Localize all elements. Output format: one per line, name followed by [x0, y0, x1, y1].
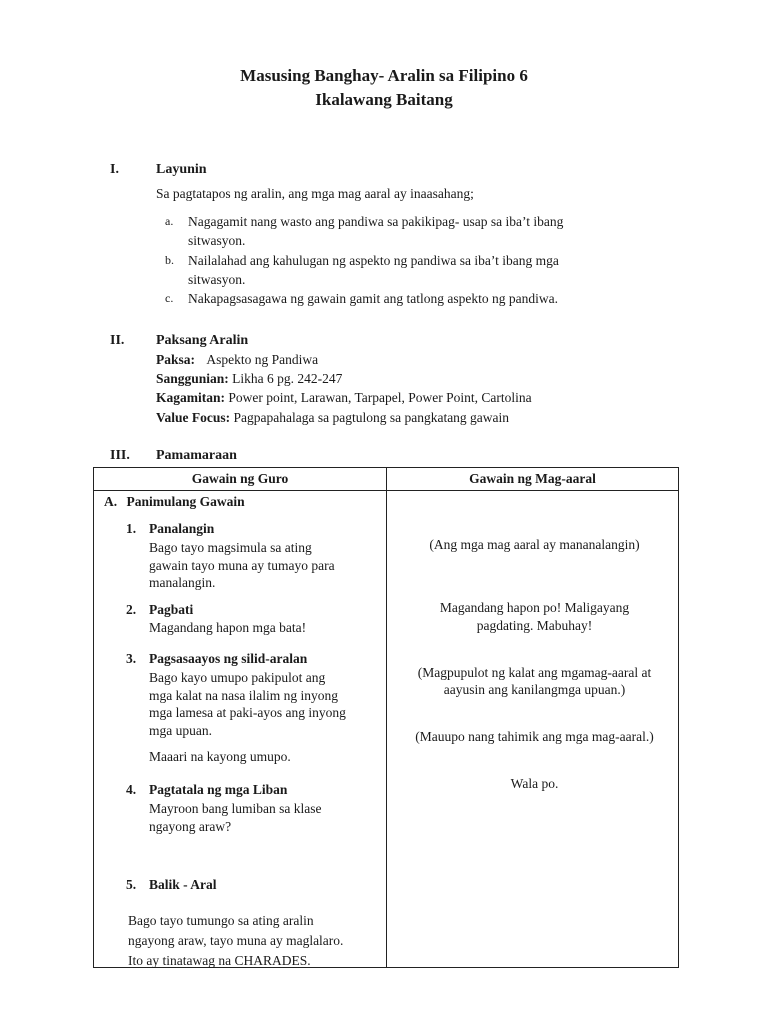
step-2-line: Magandang hapon mga bata!: [149, 620, 307, 635]
step-2-number: 2.: [126, 602, 137, 617]
objective-b-line1: Nailalahad ang kahulugan ng aspekto ng pandiwa sa iba’t ibang mga: [188, 253, 559, 268]
step-1-line: manalangin.: [149, 575, 216, 590]
objective-b-line2: sitwasyon.: [188, 272, 246, 287]
response-2-line: pagdating. Mabuhay!: [476, 618, 593, 633]
objective-c-marker: c.: [165, 291, 174, 305]
objective-a-line1: Nagagamit nang wasto ang pandiwa sa pakikipag- usap sa iba’t ibang: [188, 214, 564, 229]
part-a-heading: [104, 494, 245, 510]
response-3-line: aayusin ang kanilangmga upuan.): [443, 682, 626, 697]
objective-a-line2: sitwasyon.: [188, 233, 246, 248]
part-a-title: Panimulang Gawain: [126, 494, 245, 509]
objective-b: [188, 251, 559, 289]
step-1-number: 1.: [126, 521, 137, 536]
step-3-line: mga kalat na nasa ilalim ng inyong: [149, 687, 338, 703]
response-4: (Mauupo nang tahimik ang mga mag-aaral.): [415, 729, 654, 744]
procedure-table: [93, 467, 679, 968]
table-body-row: [94, 491, 679, 968]
objective-c: Nakapagsasagawa ng gawain gamit ang tatlong aspekto ng pandiwa.: [188, 291, 559, 306]
sanggunian-value: Likha 6 pg. 242-247: [232, 371, 343, 386]
sanggunian-label: Sanggunian:: [156, 371, 229, 386]
section-3-heading: Pamamaraan: [156, 448, 237, 463]
step-4-number: 4.: [126, 782, 137, 797]
section-2-heading: Paksang Aralin: [156, 333, 249, 348]
step-3-line: mga upuan.: [149, 722, 212, 738]
step-2-title: Pagbati: [149, 602, 194, 617]
step-4-line: ngayong araw?: [149, 818, 232, 834]
section-1-number: I.: [110, 162, 119, 177]
step-5-number: 5.: [126, 877, 137, 892]
step-1-line: gawain tayo muna ay tumayo para: [149, 557, 335, 573]
kagamitan-label: Kagamitan:: [156, 390, 225, 405]
value-focus-value: Pagpapahalaga sa pagtulong sa pangkatang gawain: [233, 410, 510, 425]
objective-b-marker: b.: [165, 253, 174, 267]
step-3-number: 3.: [126, 651, 137, 666]
section-3-number: III.: [110, 448, 130, 463]
response-1: (Ang mga mag aaral ay mananalangin): [429, 537, 640, 552]
step-5-text: [128, 911, 343, 971]
response-2-line: Magandang hapon po! Maligayang: [439, 600, 630, 615]
step-4-line: Mayroon bang lumiban sa klase: [149, 801, 322, 816]
step-5-line: Bago tayo tumungo sa ating aralin: [128, 913, 314, 928]
kagamitan-value: Power point, Larawan, Tarpapel, Power Point, Cartolina: [228, 390, 532, 405]
step-1-text: [149, 539, 335, 592]
step-4-title: Pagtatala ng mga Liban: [149, 782, 288, 797]
table-header-row: [94, 468, 679, 491]
step-5-line: Ito ay tinatawag na CHARADES.: [128, 953, 311, 968]
step-3-line: mga lamesa at paki-ayos ang inyong: [149, 705, 346, 720]
step-1-title: Panalangin: [149, 521, 215, 536]
step-4-text: [149, 800, 321, 835]
value-focus-row: [156, 410, 509, 426]
objective-a: [188, 212, 563, 250]
step-3-extra: Maaari na kayong umupo.: [149, 749, 291, 764]
student-column-header: Gawain ng Mag-aaral: [387, 468, 679, 491]
sanggunian-row: [156, 371, 342, 387]
response-5: Wala po.: [510, 776, 559, 791]
section-1-heading: Layunin: [156, 162, 207, 177]
paksa-label: Paksa:: [156, 352, 196, 367]
paksa-value: Aspekto ng Pandiwa: [206, 352, 319, 367]
response-3: [387, 664, 682, 698]
student-activities-cell: [387, 491, 679, 968]
section-2-number: II.: [110, 333, 125, 348]
objective-a-marker: a.: [165, 214, 174, 228]
document-title: Masusing Banghay- Aralin sa Filipino 6: [240, 66, 528, 85]
step-3-line: Bago kayo umupo pakipulot ang: [149, 670, 326, 685]
part-a-marker: A.: [104, 494, 118, 509]
step-5-line: ngayong araw, tayo muna ay maglalaro.: [128, 933, 344, 948]
paksa-row: [156, 352, 318, 368]
document-subtitle: Ikalawang Baitang: [315, 90, 453, 109]
response-3-line: (Magpupulot ng kalat ang mgamag-aaral at: [417, 665, 652, 680]
step-1-line: Bago tayo magsimula sa ating: [149, 540, 312, 555]
objectives-intro: Sa pagtatapos ng aralin, ang mga mag aaral ay inaasahang;: [156, 186, 474, 201]
teacher-activities-cell: [94, 491, 387, 968]
step-3-text: [149, 669, 346, 739]
step-5-title: Balik - Aral: [149, 877, 217, 892]
kagamitan-row: [156, 390, 532, 406]
value-focus-label: Value Focus:: [156, 410, 231, 425]
teacher-column-header: Gawain ng Guro: [94, 468, 387, 491]
response-2: [387, 599, 682, 635]
step-3-title: Pagsasaayos ng silid-aralan: [149, 651, 308, 666]
